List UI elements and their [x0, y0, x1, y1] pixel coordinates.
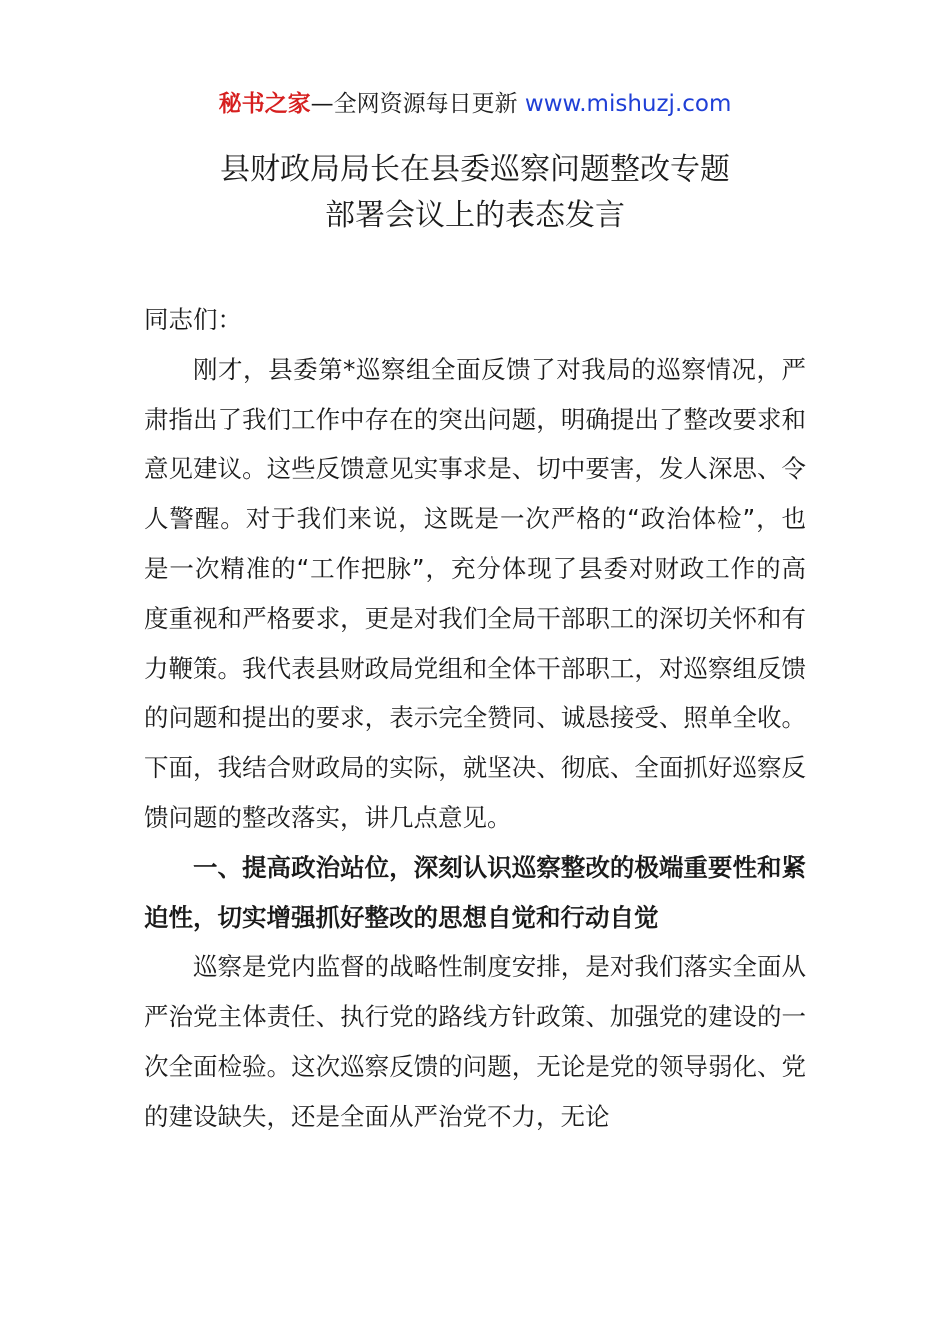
paragraph-opening: 刚才，县委第*巡察组全面反馈了对我局的巡察情况，严肃指出了我们工作中存在的突出问题，明确提出了整改要求和意见建议。这些反馈意见实事求是、切中要害，发人深思、令人警醒。对于我们来说，这既是一次严格的“政治体检”，也是一次精准的“工作把脉”，充分体现了县委对财政工作的高度重视和严格要求，更是对我们全局干部职工的深切关怀和有力鞭策。我代表县财政局党组和全体干部职工，对巡察组反馈的问题和提出的要求，表示完全赞同、诚恳接受、照单全收。下面，我结合财政局的实际，就坚决、彻底、全面抓好巡察反馈问题的整改落实，讲几点意见。 — [144, 354, 806, 832]
site-brand: 秘书之家 — [218, 91, 311, 117]
title-line-2: 部署会议上的表态发言 — [325, 198, 625, 233]
site-url-link[interactable]: www.mishuzj.com — [524, 91, 732, 117]
site-header — [0, 88, 950, 120]
title-line-1: 县财政局局长在县委巡察问题整改专题 — [220, 152, 730, 187]
site-tagline: —全网资源每日更新 — [310, 91, 525, 117]
document-title — [0, 147, 950, 239]
paragraph-section-1: 巡察是党内监督的战略性制度安排，是对我们落实全面从严治党主体责任、执行党的路线方针政策、加强党的建设的一次全面检验。这次巡察反馈的问题，无论是党的领导弱化、党的建设缺失，还是全面从严治党不力，无论 — [144, 952, 806, 1131]
section-heading-1: 一、提高政治站位，深刻认识巡察整改的极端重要性和紧迫性，切实增强抓好整改的思想自觉和行动自觉 — [144, 852, 806, 932]
salutation: 同志们： — [144, 305, 242, 334]
document-body — [144, 295, 806, 1142]
